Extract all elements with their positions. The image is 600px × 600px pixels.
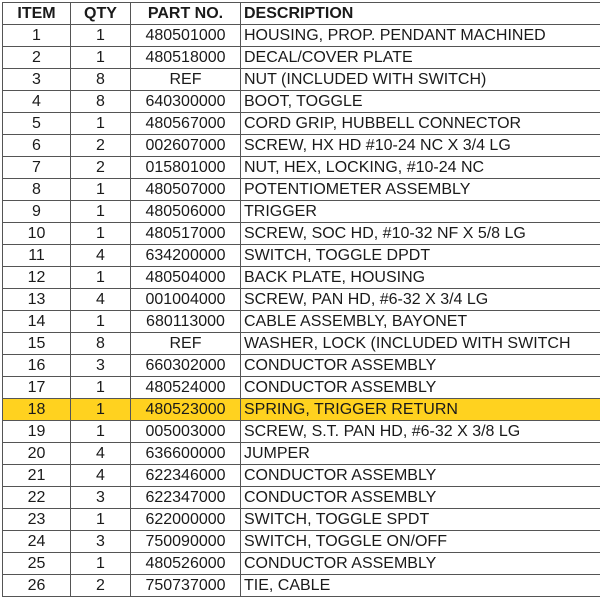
cell-part-no: 750090000 [131,531,241,553]
table-row [3,113,600,135]
cell-qty: 4 [71,245,131,267]
cell-part-no: 750737000 [131,575,241,597]
cell-part-no: 002607000 [131,135,241,157]
header-description: DESCRIPTION [241,3,600,25]
cell-item: 13 [3,289,71,311]
cell-qty: 1 [71,25,131,47]
cell-qty: 2 [71,157,131,179]
parts-table [2,2,600,597]
cell-description: POTENTIOMETER ASSEMBLY [241,179,600,201]
cell-part-no: 005003000 [131,421,241,443]
cell-item: 11 [3,245,71,267]
cell-qty: 3 [71,355,131,377]
table-row [3,223,600,245]
cell-qty: 1 [71,47,131,69]
table-row [3,355,600,377]
cell-qty: 4 [71,443,131,465]
cell-item: 10 [3,223,71,245]
cell-qty: 3 [71,487,131,509]
cell-part-no: 680113000 [131,311,241,333]
cell-part-no: 480506000 [131,201,241,223]
cell-qty: 3 [71,531,131,553]
cell-description: NUT, HEX, LOCKING, #10-24 NC [241,157,600,179]
cell-part-no: 015801000 [131,157,241,179]
cell-item: 20 [3,443,71,465]
cell-qty: 1 [71,553,131,575]
header-qty: QTY [71,3,131,25]
cell-description: TIE, CABLE [241,575,600,597]
cell-item: 24 [3,531,71,553]
cell-part-no: 660302000 [131,355,241,377]
header-row [3,3,600,25]
cell-part-no: 480517000 [131,223,241,245]
cell-description: JUMPER [241,443,600,465]
table-row [3,135,600,157]
cell-item: 12 [3,267,71,289]
cell-description: CONDUCTOR ASSEMBLY [241,355,600,377]
cell-qty: 1 [71,179,131,201]
cell-description: SCREW, S.T. PAN HD, #6-32 X 3/8 LG [241,421,600,443]
cell-item: 18 [3,399,71,421]
cell-description: CONDUCTOR ASSEMBLY [241,377,600,399]
cell-qty: 8 [71,333,131,355]
table-row [3,531,600,553]
cell-item: 4 [3,91,71,113]
cell-qty: 1 [71,223,131,245]
cell-item: 16 [3,355,71,377]
table-row [3,553,600,575]
table-row [3,245,600,267]
table-row [3,47,600,69]
cell-part-no: 480507000 [131,179,241,201]
cell-description: SCREW, SOC HD, #10-32 NF X 5/8 LG [241,223,600,245]
cell-qty: 4 [71,289,131,311]
cell-part-no: 636600000 [131,443,241,465]
table-row [3,575,600,597]
table-row [3,201,600,223]
cell-part-no: 640300000 [131,91,241,113]
cell-part-no: 480567000 [131,113,241,135]
cell-part-no: 001004000 [131,289,241,311]
cell-part-no: 480501000 [131,25,241,47]
cell-qty: 8 [71,91,131,113]
cell-description: HOUSING, PROP. PENDANT MACHINED [241,25,600,47]
cell-description: SWITCH, TOGGLE ON/OFF [241,531,600,553]
cell-part-no: 622000000 [131,509,241,531]
cell-item: 3 [3,69,71,91]
cell-qty: 2 [71,135,131,157]
header-item: ITEM [3,3,71,25]
table-body [3,25,600,597]
cell-description: NUT (INCLUDED WITH SWITCH) [241,69,600,91]
table-row [3,377,600,399]
cell-part-no: REF [131,69,241,91]
cell-part-no: 480504000 [131,267,241,289]
cell-qty: 1 [71,201,131,223]
table-row [3,25,600,47]
cell-description: SWITCH, TOGGLE DPDT [241,245,600,267]
cell-description: DECAL/COVER PLATE [241,47,600,69]
table-row [3,399,600,421]
cell-qty: 4 [71,465,131,487]
cell-description: CONDUCTOR ASSEMBLY [241,487,600,509]
cell-item: 5 [3,113,71,135]
cell-item: 6 [3,135,71,157]
cell-qty: 1 [71,311,131,333]
cell-part-no: 480518000 [131,47,241,69]
cell-item: 9 [3,201,71,223]
cell-item: 19 [3,421,71,443]
cell-item: 22 [3,487,71,509]
cell-part-no: 480526000 [131,553,241,575]
cell-part-no: 622347000 [131,487,241,509]
cell-description: SWITCH, TOGGLE SPDT [241,509,600,531]
cell-qty: 1 [71,399,131,421]
cell-qty: 1 [71,113,131,135]
cell-item: 21 [3,465,71,487]
table-row [3,91,600,113]
cell-description: CONDUCTOR ASSEMBLY [241,553,600,575]
cell-description: CONDUCTOR ASSEMBLY [241,465,600,487]
cell-description: TRIGGER [241,201,600,223]
table-row [3,487,600,509]
cell-item: 17 [3,377,71,399]
cell-description: SCREW, HX HD #10-24 NC X 3/4 LG [241,135,600,157]
cell-part-no: 634200000 [131,245,241,267]
cell-qty: 1 [71,509,131,531]
cell-part-no: 622346000 [131,465,241,487]
cell-qty: 2 [71,575,131,597]
table-row [3,333,600,355]
table-row [3,69,600,91]
cell-qty: 1 [71,377,131,399]
table-row [3,267,600,289]
cell-item: 1 [3,25,71,47]
cell-item: 25 [3,553,71,575]
table-row [3,465,600,487]
cell-description: CORD GRIP, HUBBELL CONNECTOR [241,113,600,135]
table-row [3,289,600,311]
cell-part-no: 480524000 [131,377,241,399]
header-part-no: PART NO. [131,3,241,25]
cell-description: BOOT, TOGGLE [241,91,600,113]
cell-qty: 1 [71,267,131,289]
table-row [3,421,600,443]
table-row [3,509,600,531]
cell-item: 8 [3,179,71,201]
cell-item: 15 [3,333,71,355]
cell-item: 14 [3,311,71,333]
cell-qty: 8 [71,69,131,91]
cell-qty: 1 [71,421,131,443]
cell-description: WASHER, LOCK (INCLUDED WITH SWITCH [241,333,600,355]
cell-part-no: 480523000 [131,399,241,421]
cell-item: 26 [3,575,71,597]
cell-description: SCREW, PAN HD, #6-32 X 3/4 LG [241,289,600,311]
table-row [3,311,600,333]
cell-description: SPRING, TRIGGER RETURN [241,399,600,421]
cell-item: 2 [3,47,71,69]
table-row [3,157,600,179]
cell-item: 23 [3,509,71,531]
cell-description: BACK PLATE, HOUSING [241,267,600,289]
cell-item: 7 [3,157,71,179]
table-row [3,443,600,465]
cell-part-no: REF [131,333,241,355]
table-row [3,179,600,201]
cell-description: CABLE ASSEMBLY, BAYONET [241,311,600,333]
